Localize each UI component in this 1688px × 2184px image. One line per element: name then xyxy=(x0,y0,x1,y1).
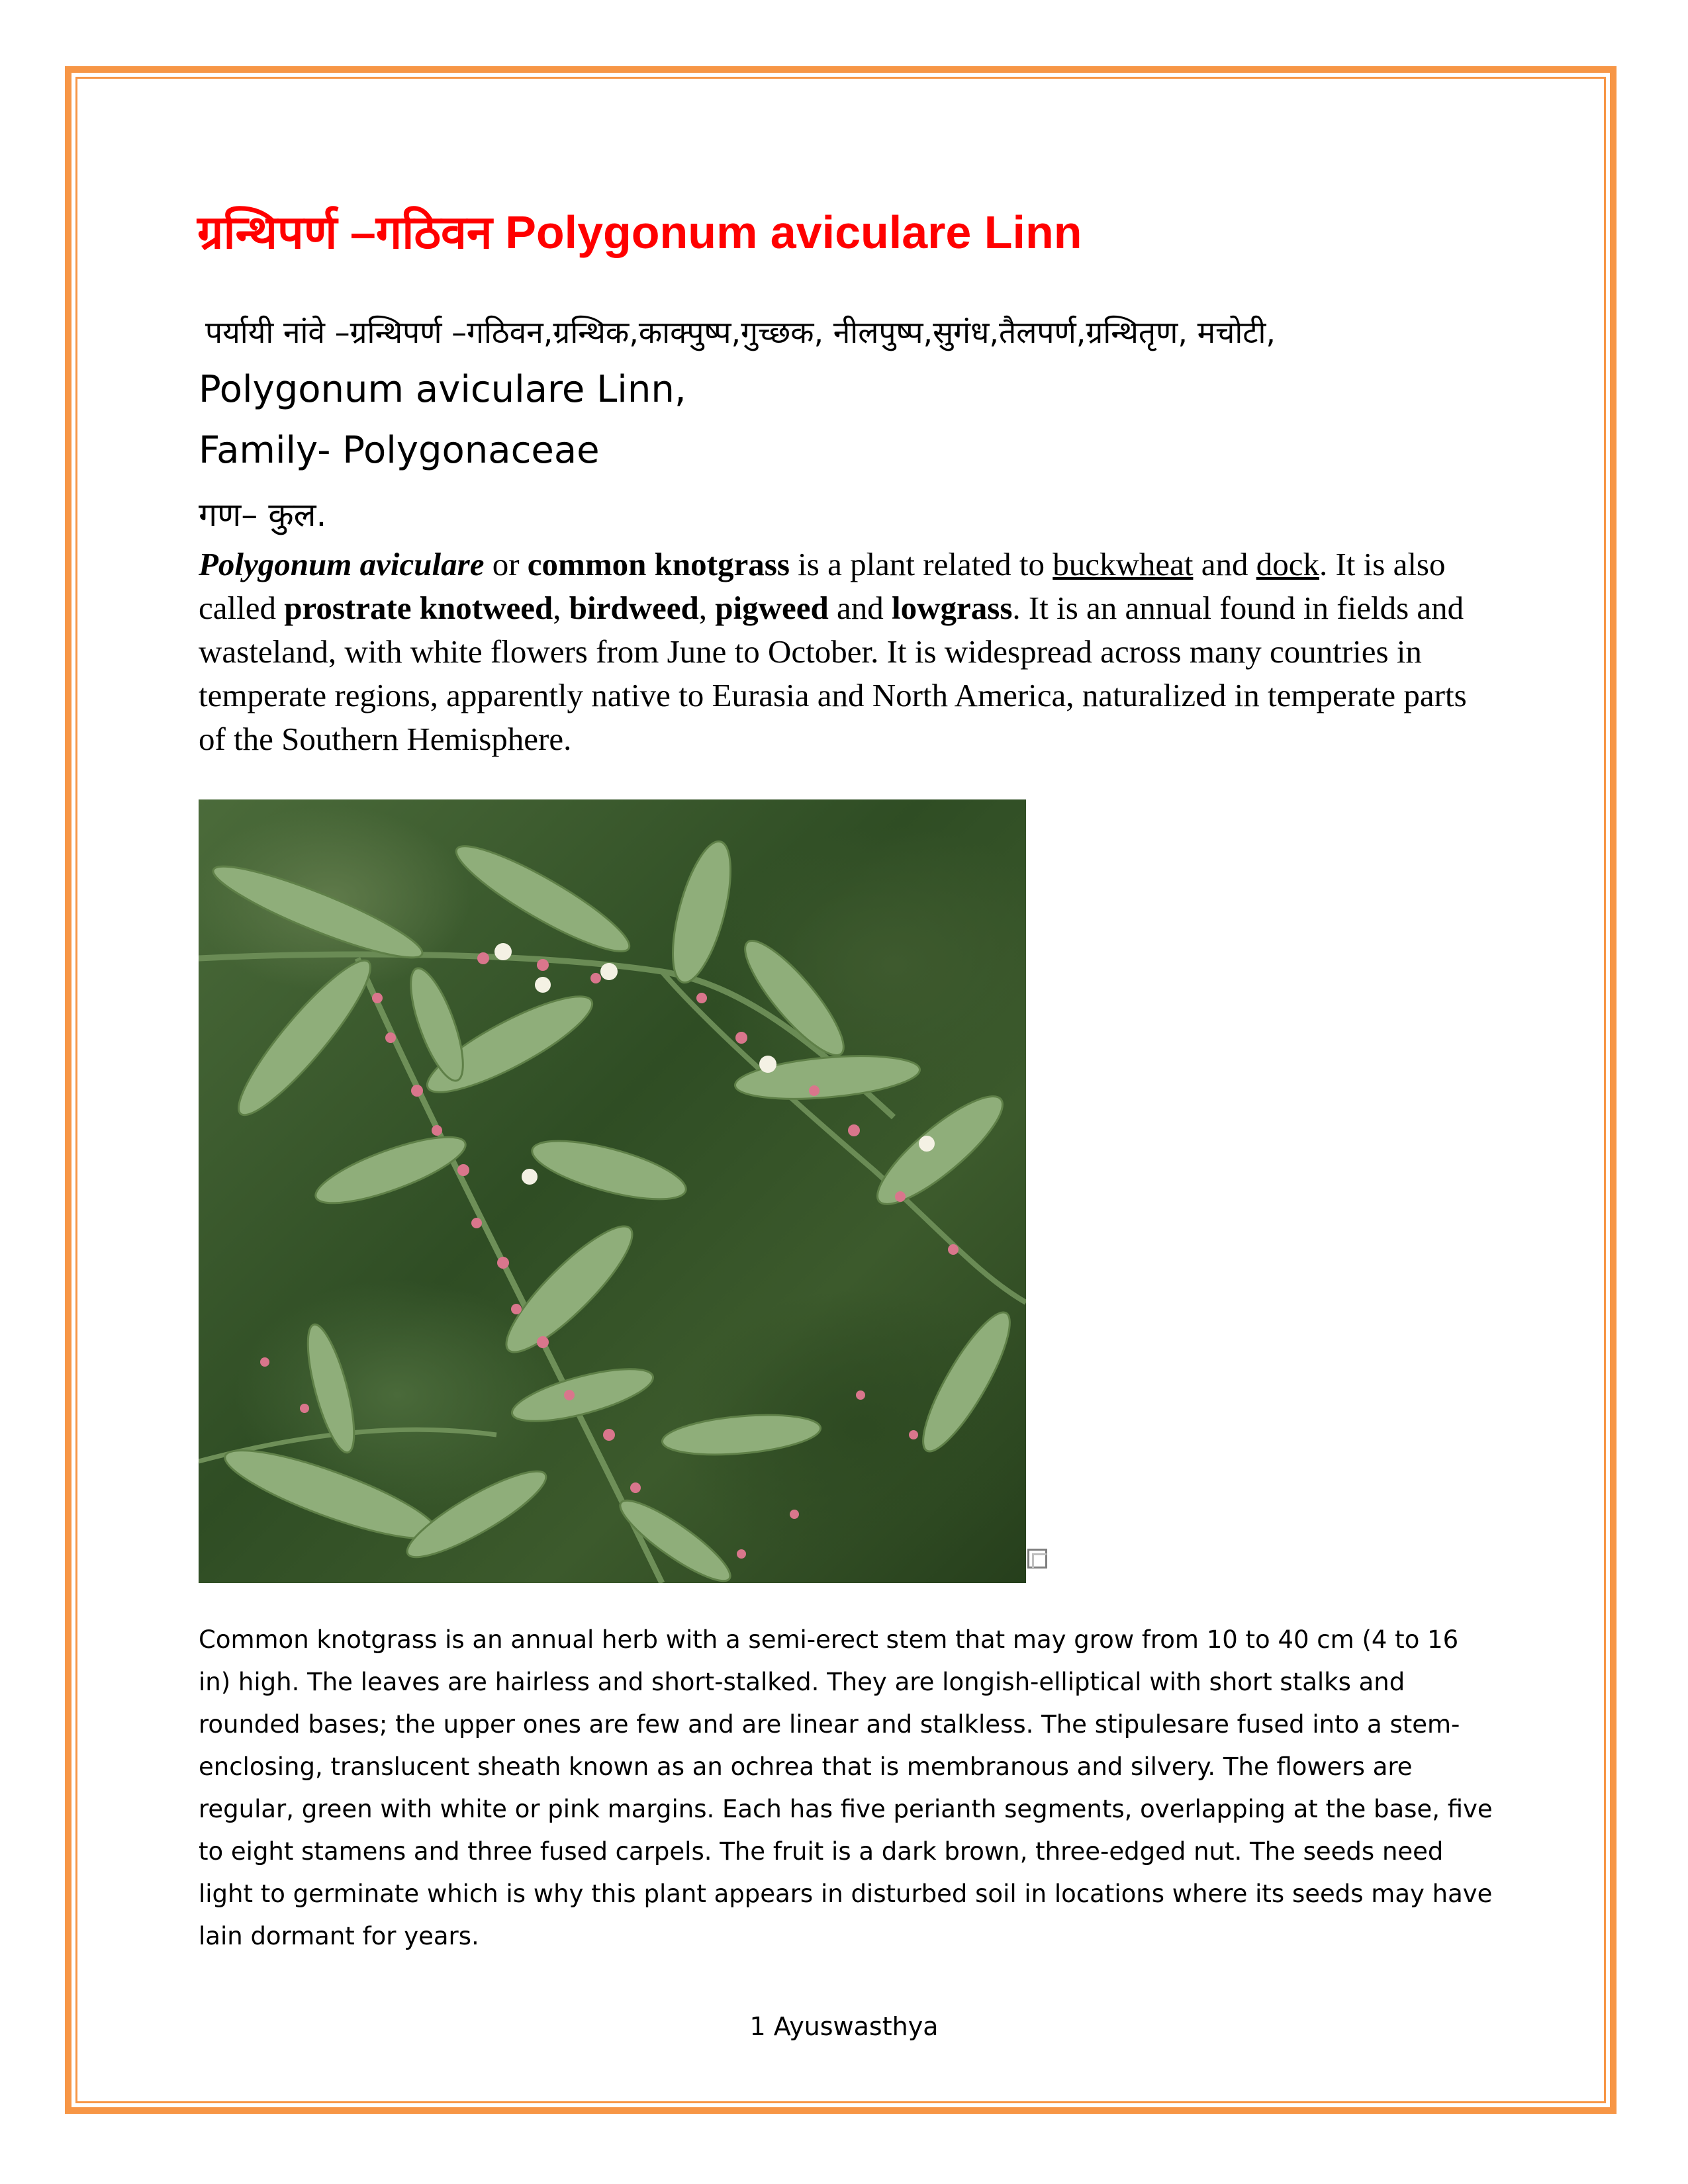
gana-line: गण– कुल. xyxy=(199,496,327,534)
intro-text: , xyxy=(698,590,716,626)
intro-species-name: Polygonum aviculare xyxy=(199,546,485,582)
intro-text: or xyxy=(484,546,528,582)
alt-name-birdweed: birdweed xyxy=(569,590,699,626)
intro-common-name: common knotgrass xyxy=(527,546,790,582)
alt-name-lowgrass: lowgrass xyxy=(892,590,1013,626)
plant-photo xyxy=(199,799,1026,1583)
alt-name-prostrate-knotweed: prostrate knotweed xyxy=(284,590,553,626)
alt-name-pigweed: pigweed xyxy=(715,590,829,626)
description-paragraph: Common knotgrass is an annual herb with a semi-erect stem that may grow from 10 to 40 cm (4 to 16 in) high. The leaves are hairless and short-stalked. They are longish-elliptical with short stalks and rounded bases; the upper ones are few and are linear and stalkless. The stipulesare fused into a stem-enclosing, translucent sheath known as an ochrea that is membranous and silvery. The flowers are regular, green with white or pink margins. Each has five perianth segments, overlapping at the base, five to eight stamens and three fused carpels. The fruit is a dark brown, three-edged nut. The seeds need light to germinate which is why this plant appears in disturbed soil in locations where its seeds may have lain dormant for years. xyxy=(199,1625,1493,1950)
page-title: ग्रन्थिपर्ण –गठिवन Polygonum aviculare Linn xyxy=(197,206,1082,258)
family-line: Family- Polygonaceae xyxy=(199,429,600,472)
page-footer: 1 Ayuswasthya xyxy=(749,2012,939,2041)
intro-text: and xyxy=(828,590,892,626)
image-resize-handle[interactable] xyxy=(1027,1549,1047,1569)
intro-text: . It is an annual found in fields and wasteland, with white flowers from June to October. It is widespread across many countries in temperate regions, apparently native to Eurasia and North America, naturalized in temperate parts of the Southern Hemisphere. xyxy=(199,590,1467,757)
intro-text: is a plant related to xyxy=(789,546,1053,582)
dock-link[interactable]: dock xyxy=(1256,546,1319,582)
intro-text: , xyxy=(553,590,569,626)
synonyms-line: पर्यायी नांवे –ग्रन्थिपर्ण –गठिवन,ग्रन्थिक,काक्पुष्प,गुच्छक, नीलपुष्प,सुगंध,तैलपर्ण,ग्रन्थितृण, मचोटी, xyxy=(205,314,1276,350)
intro-text: and xyxy=(1193,546,1256,582)
intro-text: . It is also called xyxy=(199,546,1446,626)
scientific-name: Polygonum aviculare Linn, xyxy=(199,368,686,411)
intro-paragraph xyxy=(199,543,1489,761)
plant-illustration xyxy=(199,799,1026,1583)
buckwheat-link[interactable]: buckwheat xyxy=(1053,546,1194,582)
